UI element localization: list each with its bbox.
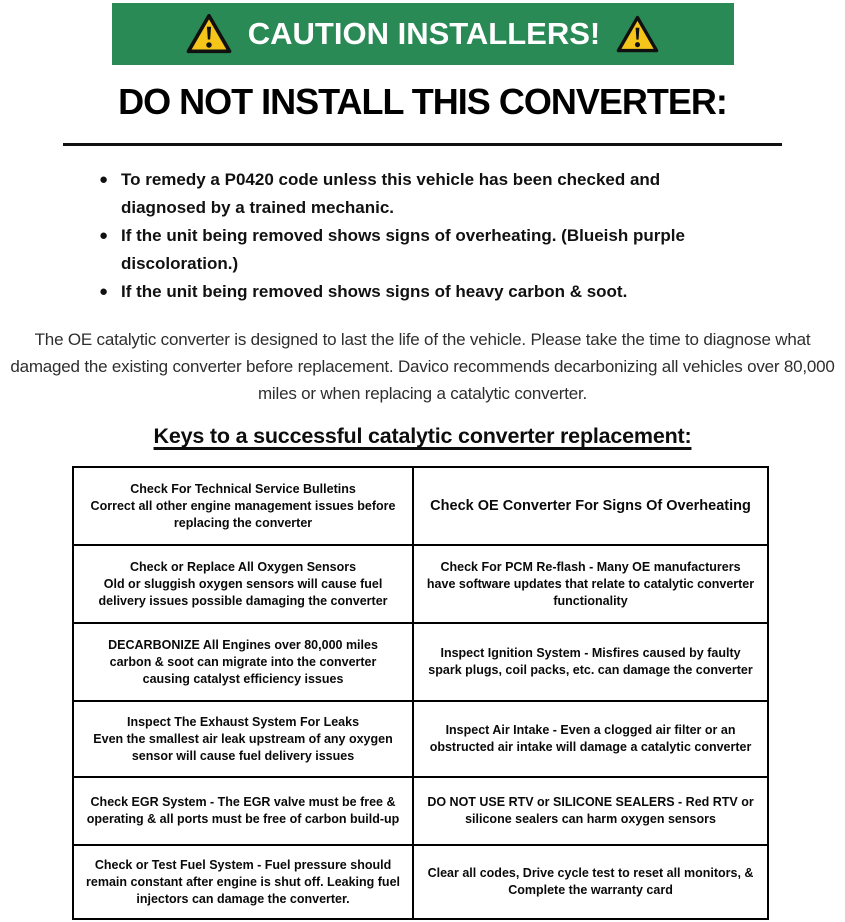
list-item-text: To remedy a P0420 code unless this vehicle has been checked and diagnosed by a trained mechanic.: [121, 170, 661, 217]
table-cell: [74, 546, 412, 622]
table-cell: [412, 846, 767, 918]
list-item: [97, 222, 722, 278]
divider-line: [63, 143, 782, 146]
table-cell: [412, 702, 767, 776]
table-cell: [74, 624, 412, 700]
keys-section-heading: Keys to a successful catalytic converter replacement:: [153, 424, 692, 448]
table-row: [74, 622, 767, 700]
table-cell: [74, 846, 412, 918]
cell-text: DO NOT USE RTV or SILICONE SEALERS - Red RTV or silicone sealers can harm oxygen sensors: [427, 795, 754, 826]
cell-text: Check or Test Fuel System - Fuel pressure should remain constant after engine is shut off. Leaking fuel injectors can damage the converter.: [86, 857, 400, 906]
table-cell: [412, 624, 767, 700]
cell-text: Inspect Ignition System - Misfires caused by faulty spark plugs, coil packs, etc. can damage the converter: [428, 646, 753, 677]
table-row: [74, 544, 767, 622]
table-cell: [74, 778, 412, 844]
cell-text: Clear all codes, Drive cycle test to reset all monitors, & Complete the warranty card: [427, 866, 754, 897]
page-title: DO NOT INSTALL THIS CONVERTER:: [118, 81, 727, 122]
cell-text: DECARBONIZE All Engines over 80,000 miles carbon & soot can migrate into the converter causing catalyst efficiency issues: [108, 637, 378, 686]
table-row: [74, 776, 767, 844]
cell-text: Inspect The Exhaust System For Leaks: [127, 714, 360, 729]
bullet-dot: ●: [99, 171, 109, 188]
cell-text: Check For Technical Service Bulletins: [130, 481, 356, 496]
warning-triangle-icon: [616, 15, 659, 54]
cell-text: Check For PCM Re-flash - Many OE manufacturers have software updates that relate to catalytic converter functionality: [426, 559, 755, 608]
table-cell: [412, 468, 767, 544]
cell-text: Even the smallest air leak upstream of any oxygen sensor will cause fuel delivery issues: [93, 731, 393, 763]
table-row: [74, 468, 767, 544]
table-cell: [412, 778, 767, 844]
cell-text: Check OE Converter For Signs Of Overheating: [430, 497, 751, 514]
caution-banner: [112, 3, 734, 65]
banner-text: CAUTION INSTALLERS!: [247, 16, 601, 51]
list-item-text: If the unit being removed shows signs of heavy carbon & soot.: [121, 282, 628, 301]
warning-bullet-list: [97, 166, 722, 306]
cell-text: Check or Replace All Oxygen Sensors: [130, 559, 357, 574]
table-cell: [412, 546, 767, 622]
bullet-dot: ●: [99, 227, 109, 244]
warning-triangle-icon: [186, 13, 232, 55]
list-item: [97, 278, 722, 306]
bullet-dot: ●: [99, 283, 109, 300]
table-row: [74, 844, 767, 918]
list-item-text: If the unit being removed shows signs of overheating. (Blueish purple discoloration.): [121, 226, 685, 273]
table-cell: [74, 702, 412, 776]
table-row: [74, 700, 767, 776]
cell-text: Inspect Air Intake - Even a clogged air filter or an obstructed air intake will damage a catalytic converter: [429, 723, 752, 754]
intro-paragraph: The OE catalytic converter is designed to last the life of the vehicle. Please take the time to diagnose what damaged the existing converter before replacement. Davico recommends decarbonizing all vehicles over 80,000 miles or when replacing a catalytic converter.: [10, 330, 835, 403]
list-item: [97, 166, 722, 222]
table-cell: [74, 468, 412, 544]
cell-text: Correct all other engine management issues before replacing the converter: [90, 498, 396, 530]
cell-text: Old or sluggish oxygen sensors will cause fuel delivery issues possible damaging the converter: [98, 576, 388, 608]
cell-text: Check EGR System - The EGR valve must be free & operating & all ports must be free of carbon build-up: [86, 795, 400, 826]
keys-table: [72, 466, 769, 920]
